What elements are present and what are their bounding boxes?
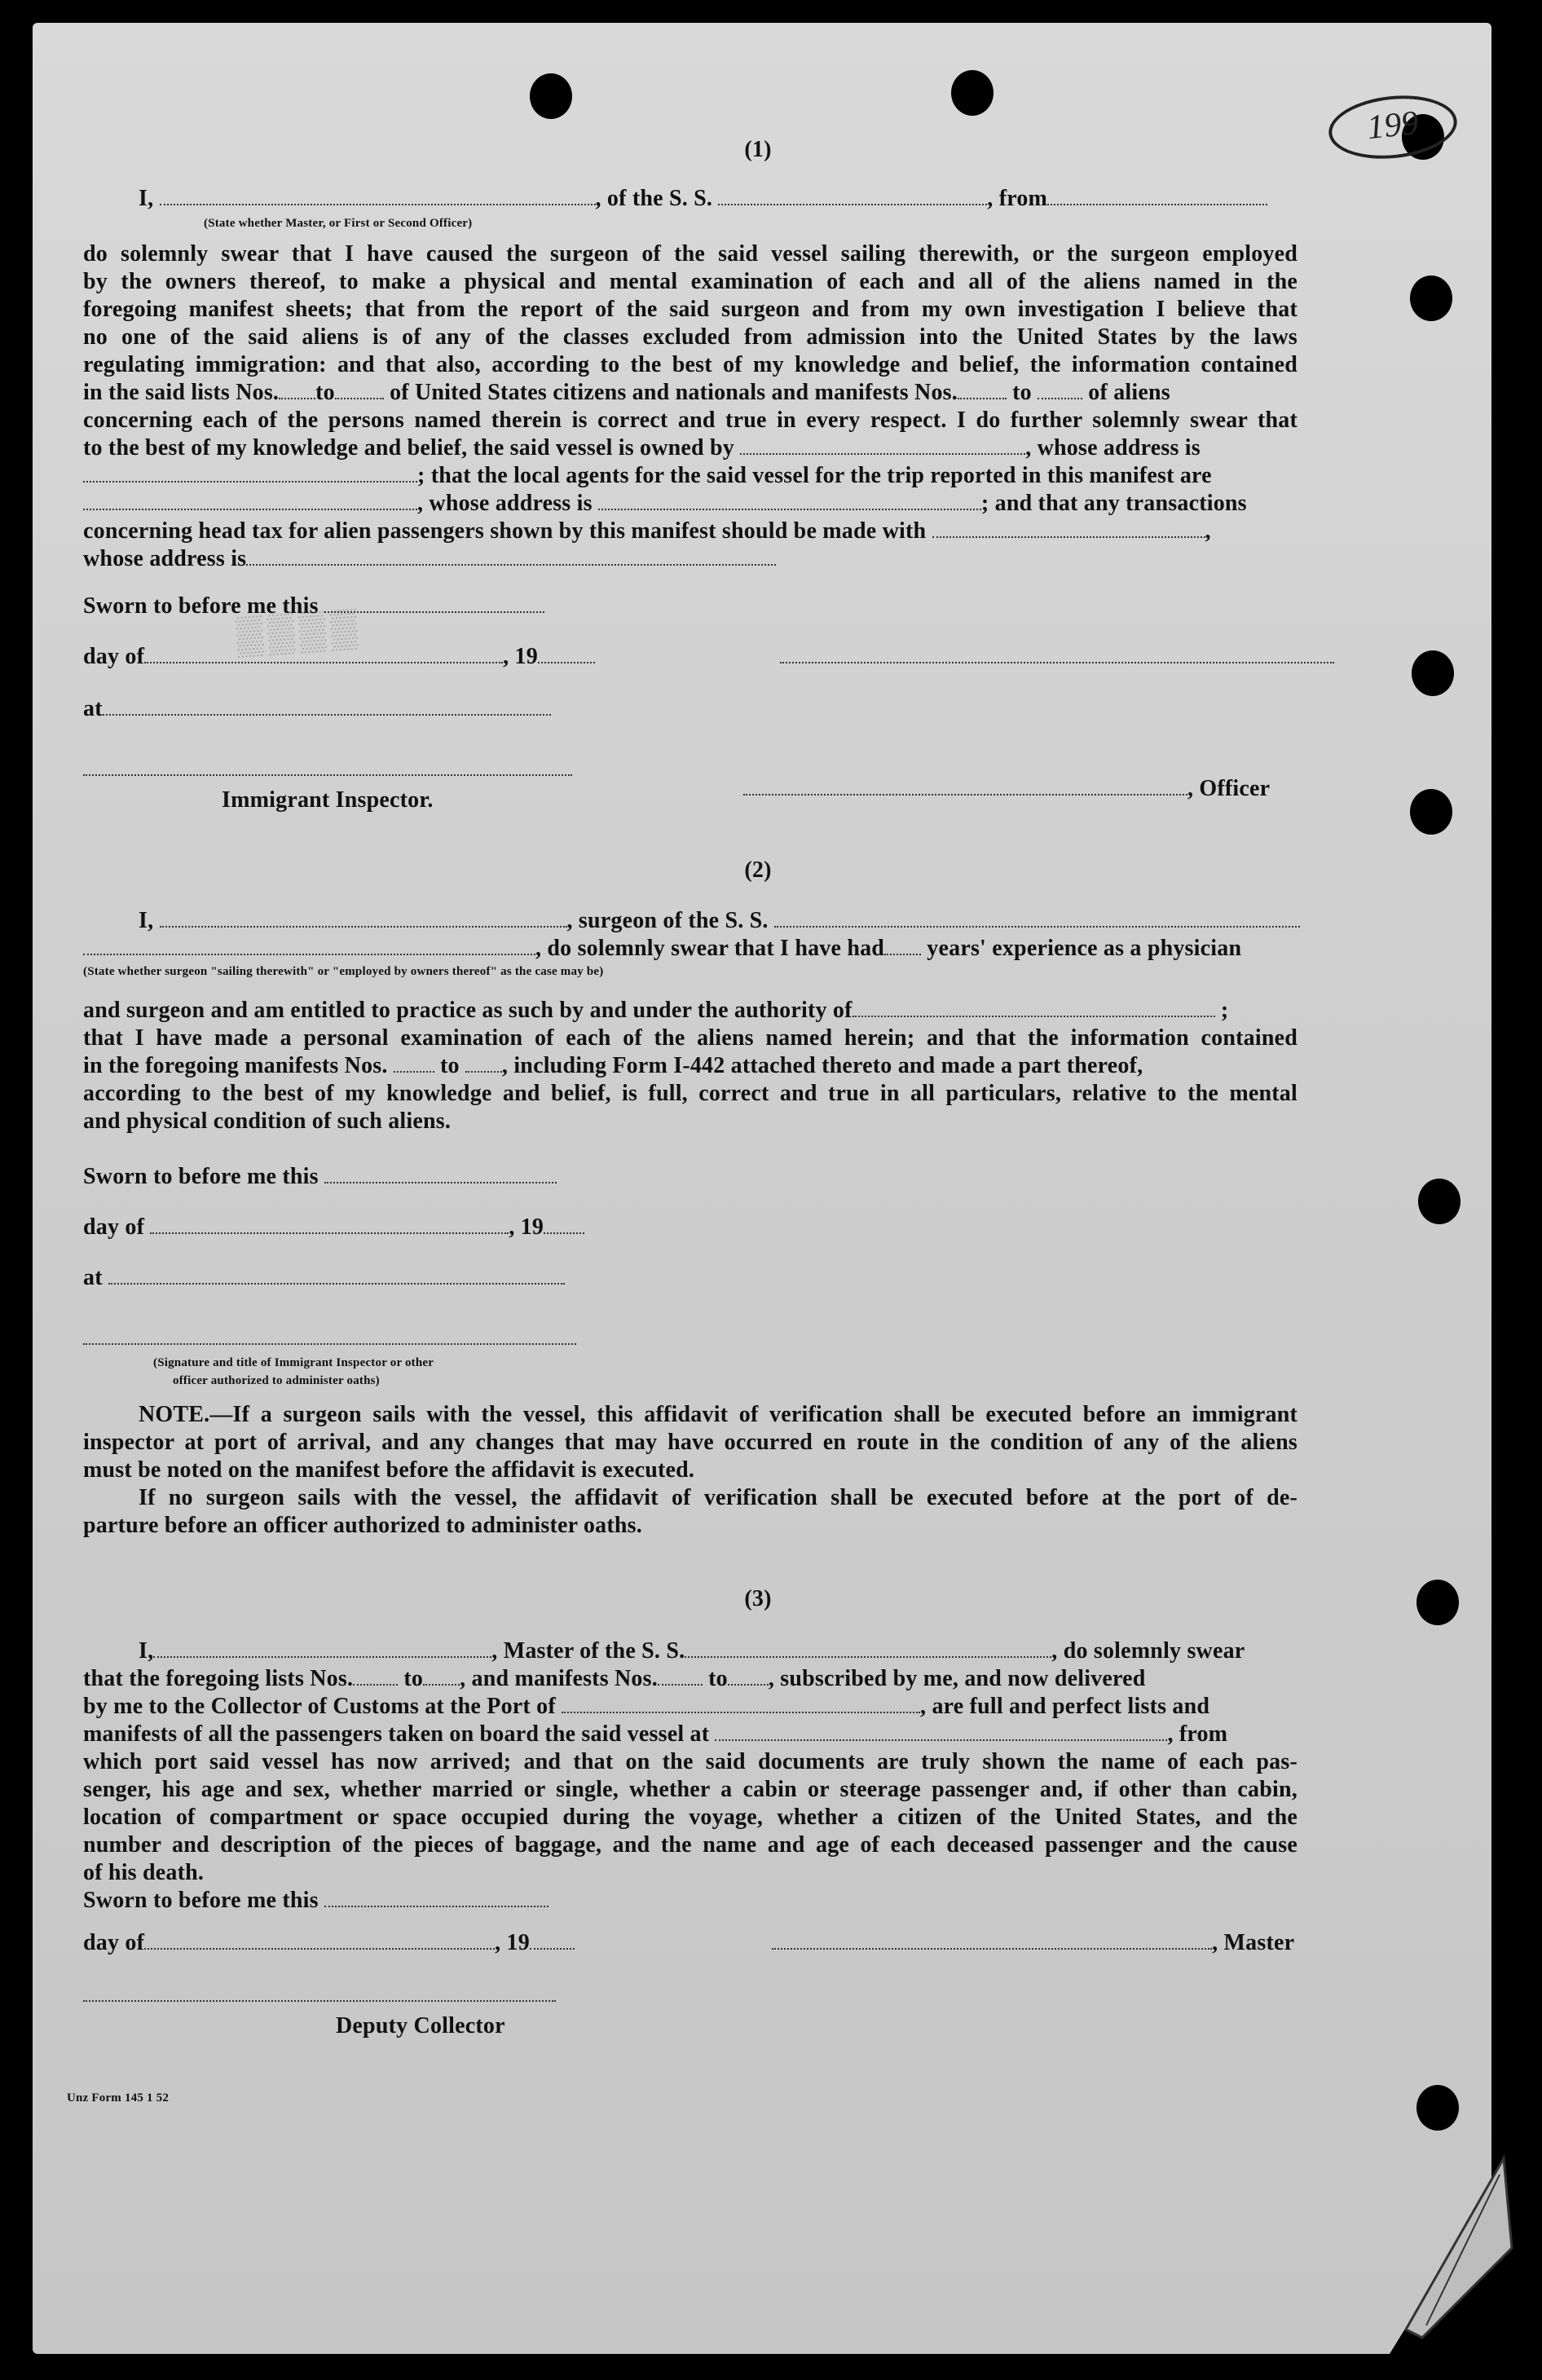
s2-para-line: according to the best of my knowledge and belief, is full, correct and true in all particulars, relative to the mental: [83, 1081, 1297, 1106]
s1-para-line: [83, 491, 1247, 517]
punch-hole: [1412, 650, 1454, 696]
punch-hole: [1416, 2085, 1459, 2131]
section-1-oath-line: [139, 186, 1267, 212]
s3-line: [83, 1666, 1146, 1692]
text: ,: [1205, 518, 1211, 544]
s1-para-line: [83, 435, 1201, 461]
blank: [324, 1167, 557, 1183]
section-2-number: (2): [744, 857, 772, 883]
text: to the best of my knowledge and belief, the said vessel is owned by: [83, 435, 734, 461]
blank-head-tax: [932, 522, 1205, 538]
text: to: [1012, 380, 1032, 405]
signature-line: [83, 1986, 556, 2002]
note-line: If no surgeon sails with the vessel, the affidavit of verification shall be executed before at the port of de-: [139, 1485, 1297, 1510]
text: whose address is: [83, 546, 247, 571]
page-number-annotation: 199: [1325, 90, 1460, 165]
text: , and manifests Nos.: [460, 1666, 658, 1691]
text: , of the S. S.: [595, 186, 713, 211]
text: I,: [139, 1638, 154, 1664]
text: day of: [83, 1930, 145, 1955]
s3-line: location of compartment or space occupied during the voyage, whether a citizen of the United States, and the: [83, 1805, 1297, 1830]
blank: [530, 1933, 575, 1950]
text: I,: [139, 186, 154, 211]
blank: [544, 1218, 584, 1234]
blank: [335, 383, 384, 399]
blank: [1038, 383, 1082, 399]
text: at: [83, 696, 103, 721]
punch-hole: [530, 73, 572, 119]
text: in the said lists Nos.: [83, 380, 280, 405]
text: , from: [987, 186, 1048, 211]
deputy-collector-label: Deputy Collector: [336, 2013, 505, 2038]
text: that the foregoing lists Nos.: [83, 1666, 354, 1691]
blank-port: [1047, 189, 1267, 205]
signature-line: [772, 1933, 1212, 1950]
text: by me to the Collector of Customs at the Port of: [83, 1694, 556, 1719]
s2-para-line: that I have made a personal examination of each of the aliens named herein; and that the information contained: [83, 1025, 1297, 1051]
s2-sig-line: [83, 1325, 576, 1351]
s1-para-line: regulating immigration: and that also, according to the best of my knowledge and belief, the information contained: [83, 352, 1297, 377]
signature-line: [83, 1329, 576, 1345]
s1-para-line: [83, 518, 1211, 544]
text: years' experience as a physician: [927, 936, 1242, 961]
text: manifests of all the passengers taken on board the said vessel at: [83, 1721, 710, 1747]
blank: [958, 383, 1007, 399]
s3-line: senger, his age and sex, whether married or single, whether a cabin or steerage passenger and, if other than cabin,: [83, 1777, 1297, 1802]
blank: [279, 383, 315, 399]
blank: [394, 1056, 434, 1073]
blank-officer: [160, 189, 596, 205]
blank: [538, 647, 595, 663]
surgeon-note: (State whether surgeon "sailing therewith" or "employed by owners thereof" as the case may be): [83, 965, 604, 978]
blank: [108, 1268, 565, 1285]
text: , 19: [495, 1930, 530, 1955]
note-line: must be noted on the manifest before the affidavit is executed.: [83, 1457, 695, 1483]
punch-hole: [1410, 275, 1452, 321]
blank: [853, 1001, 1215, 1017]
blank: [160, 911, 567, 928]
s1-para-line: concerning each of the persons named therein is correct and true in every respect. I do further solemnly swear that: [83, 408, 1297, 433]
form-identifier: Unz Form 145 1 52: [67, 2091, 170, 2105]
text: , 19: [509, 1214, 544, 1240]
officer-note: (State whether Master, or First or Second Officer): [204, 217, 473, 230]
punch-hole: [1410, 789, 1452, 835]
note-line: NOTE.—If a surgeon sails with the vessel, this affidavit of verification shall be executed before an immigrant: [139, 1402, 1297, 1427]
text: of United States citizens and nationals and manifests Nos.: [390, 380, 958, 405]
text: day of: [83, 644, 145, 669]
blank-owner: [740, 439, 1025, 455]
text: , whose address is: [417, 491, 593, 516]
punch-hole: [951, 70, 993, 116]
blank: [562, 1697, 920, 1713]
text: , including Form I-442 attached thereto and made a part thereof,: [501, 1053, 1143, 1078]
text: and surgeon and am entitled to practice as such by and under the authority of: [83, 998, 853, 1023]
text: , Officer: [1187, 776, 1271, 801]
s2-line: [139, 908, 1300, 934]
folded-corner: [1390, 2142, 1520, 2354]
blank: [423, 1669, 460, 1686]
text: ;: [1220, 998, 1229, 1023]
blank: [150, 1218, 509, 1234]
text: to: [403, 1666, 424, 1691]
text: Sworn to before me this: [83, 1164, 319, 1189]
text: , Master of the S. S.: [491, 1638, 685, 1664]
text: , surgeon of the S. S.: [566, 908, 769, 933]
blank-address: [83, 466, 417, 483]
s3-line: of his death.: [83, 1860, 205, 1885]
s2-at: [83, 1265, 565, 1291]
s2-sworn: [83, 1164, 557, 1190]
blank: [685, 1642, 1051, 1658]
blank: [774, 911, 1300, 928]
s3-line: number and description of the pieces of baggage, and the name and age of each deceased passenger and the cause: [83, 1832, 1297, 1858]
blank: [103, 699, 551, 716]
punch-hole: [1418, 1179, 1460, 1224]
text: , whose address is: [1025, 435, 1201, 461]
section-3-number: (3): [744, 1586, 772, 1611]
blank: [83, 939, 535, 955]
s3-line: [83, 1694, 1209, 1720]
blank-head-tax-address: [246, 549, 776, 566]
s3-line: [139, 1638, 1245, 1664]
text: to: [708, 1666, 728, 1691]
s1-sworn: [83, 593, 544, 619]
faint-stamp: ▒▒▒▒: [235, 606, 363, 657]
s2-line: [83, 936, 1241, 962]
blank: [715, 1725, 1167, 1741]
signature-line: [780, 647, 1334, 663]
blank: [144, 1933, 495, 1950]
signature-line: [83, 760, 572, 776]
text: , do solemnly swear that I have had: [535, 936, 885, 961]
text: in the foregoing manifests Nos.: [83, 1053, 388, 1078]
s1-para-line: do solemnly swear that I have caused the surgeon of the said vessel sailing therewith, or the surgeon employed: [83, 241, 1297, 267]
text: day of: [83, 1214, 145, 1240]
s3-line: which port said vessel has now arrived; and that on the said documents are truly shown the name of each pas-: [83, 1749, 1297, 1774]
s1-para-line: [83, 546, 776, 572]
s2-para-line: [83, 998, 1228, 1024]
text: , subscribed by me, and now delivered: [768, 1666, 1146, 1691]
note-line: parture before an officer authorized to administer oaths.: [83, 1513, 642, 1538]
s1-inspector-label: Immigrant Inspector.: [222, 787, 434, 813]
s1-para-line: by the owners thereof, to make a physical and mental examination of each and all of the aliens named in the: [83, 269, 1297, 294]
text: at: [83, 1265, 103, 1290]
s1-officer: [743, 776, 1270, 802]
blank-ship: [718, 189, 987, 205]
blank: [324, 597, 544, 613]
blank: [465, 1056, 502, 1073]
blank-agent-address: [598, 494, 981, 510]
s1-para-line: no one of the said aliens is of any of the classes excluded from admission into the United States by the laws: [83, 324, 1297, 350]
note-line: inspector at port of arrival, and any changes that may have occurred en route in the condition of any of the aliens: [83, 1430, 1297, 1455]
section-1-number: (1): [744, 137, 772, 162]
text: , 19: [503, 644, 538, 669]
text: Sworn to before me this: [83, 593, 319, 619]
blank-agents: [83, 494, 417, 510]
text: ; that the local agents for the said vessel for the trip reported in this manifest are: [417, 463, 1212, 488]
text: concerning head tax for alien passengers shown by this manifest should be made with: [83, 518, 927, 544]
s3-line: [83, 1721, 1227, 1748]
s3-day-of: [83, 1930, 1294, 1956]
s2-day-of: [83, 1214, 584, 1241]
text: , from: [1167, 1721, 1228, 1747]
blank: [728, 1669, 769, 1686]
text: Sworn to before me this: [83, 1888, 319, 1913]
blank: [658, 1669, 703, 1686]
text: ; and that any transactions: [980, 491, 1247, 516]
blank: [144, 647, 503, 663]
sig-note-2: officer authorized to administer oaths): [173, 1374, 380, 1387]
text: to: [439, 1053, 460, 1078]
s1-at: [83, 696, 551, 722]
s2-para-line: and physical condition of such aliens.: [83, 1108, 452, 1134]
text: , do solemnly swear: [1051, 1638, 1245, 1664]
text: , are full and perfect lists and: [920, 1694, 1210, 1719]
sig-note-1: (Signature and title of Immigrant Inspector or other: [153, 1356, 434, 1369]
text: to: [315, 380, 335, 405]
text: of aliens: [1088, 380, 1170, 405]
text: I,: [139, 908, 154, 933]
text: , Master: [1212, 1930, 1295, 1955]
document-page: [33, 23, 1491, 2354]
signature-line: [743, 779, 1187, 796]
s1-para-line: [83, 463, 1212, 489]
s1-para-line: [83, 380, 1170, 406]
s2-para-line: [83, 1053, 1143, 1079]
s1-para-line: foregoing manifest sheets; that from the report of the said surgeon and from my own investigation I believe that: [83, 297, 1297, 322]
s1-day-of: [83, 644, 1334, 670]
s3-sworn: [83, 1888, 549, 1914]
blank: [153, 1642, 491, 1658]
s1-inspector-line: [83, 756, 572, 782]
blank: [353, 1669, 398, 1686]
blank: [884, 939, 921, 955]
blank: [324, 1891, 549, 1907]
s3-deputy-line: [83, 1982, 556, 2008]
